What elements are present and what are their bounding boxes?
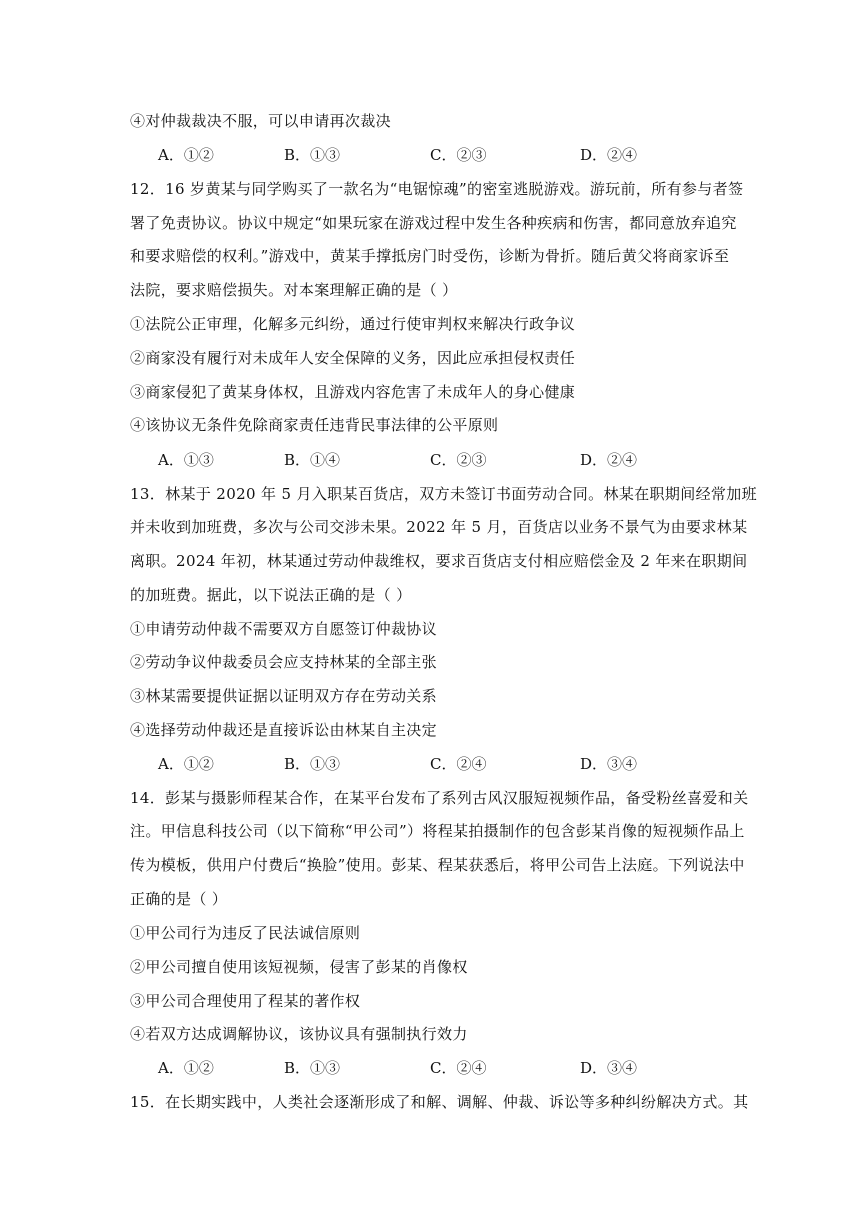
- q12-stem-line-4: 法院，要求赔偿损失。对本案理解正确的是（ ）: [130, 281, 458, 299]
- q12-option-c: C．②③: [430, 451, 487, 469]
- q12-option-a: A．①③: [158, 451, 214, 469]
- q12-item-2: ②商家没有履行对未成年人安全保障的义务，因此应承担侵权责任: [130, 349, 576, 367]
- q14-option-d: D．③④: [580, 1059, 638, 1077]
- q12-stem-line-3: 和要求赔偿的权利。”游戏中，黄某手撑抵房门时受伤，诊断为骨折。随后黄父将商家诉至: [130, 247, 730, 265]
- q13-option-a: A．①②: [158, 755, 214, 773]
- q13-option-c: C．②④: [430, 755, 487, 773]
- q12-item-1: ①法院公正审理，化解多元纠纷，通过行使审判权来解决行政争议: [130, 315, 576, 333]
- q12-item-3: ③商家侵犯了黄某身体权，且游戏内容危害了未成年人的身心健康: [130, 383, 576, 401]
- q13-options: [158, 754, 678, 774]
- q13-item-1: ①申请劳动仲裁不需要双方自愿签订仲裁协议: [130, 620, 438, 638]
- q13-item-4: ④选择劳动仲裁还是直接诉讼由林某自主决定: [130, 721, 438, 739]
- q14-option-a: A．①②: [158, 1059, 214, 1077]
- q11-option-d: D．②④: [580, 146, 638, 164]
- q12-stem-line-1: 12．16 岁黄某与同学购买了一款名为“电锯惊魂”的密室逃脱游戏。游玩前，所有参与者签: [130, 180, 744, 198]
- q14-option-b: B．①③: [284, 1059, 341, 1077]
- q12-option-d: D．②④: [580, 451, 638, 469]
- q14-stem-line-3: 传为模板，供用户付费后“换脸”使用。彭某、程某获悉后，将甲公司告上法庭。下列说法中: [130, 856, 745, 874]
- q11-option-c: C．②③: [430, 146, 487, 164]
- q11-option-a: A．①②: [158, 146, 214, 164]
- q12-item-4: ④该协议无条件免除商家责任违背民事法律的公平原则: [130, 416, 499, 434]
- q14-item-1: ①甲公司行为违反了民法诚信原则: [130, 924, 361, 942]
- q13-option-b: B．①③: [284, 755, 341, 773]
- q12-options: [158, 450, 678, 470]
- q13-stem-line-3: 离职。2024 年初，林某通过劳动仲裁维权，要求百货店支付相应赔偿金及 2 年来在职期间: [130, 552, 748, 570]
- q15-stem-line-1: 15．在长期实践中，人类社会逐渐形成了和解、调解、仲裁、诉讼等多种纠纷解决方式。其: [130, 1093, 749, 1111]
- q14-item-2: ②甲公司擅自使用该短视频，侵害了彭某的肖像权: [130, 958, 468, 976]
- q11-options: [158, 145, 678, 165]
- q14-options: [158, 1058, 678, 1078]
- q11-item-4: ④对仲裁裁决不服，可以申请再次裁决: [130, 112, 391, 130]
- q14-item-4: ④若双方达成调解协议，该协议具有强制执行效力: [130, 1025, 468, 1043]
- q14-stem-line-4: 正确的是（ ）: [130, 890, 228, 908]
- q13-option-d: D．③④: [580, 755, 638, 773]
- q14-stem-line-2: 注。甲信息科技公司（以下简称“甲公司”）将程某拍摄制作的包含彭某肖像的短视频作品上: [130, 822, 745, 840]
- q12-stem-line-2: 署了免责协议。协议中规定“如果玩家在游戏过程中发生各种疾病和伤害，都同意放弃追究: [130, 214, 737, 232]
- q13-stem-line-2: 并未收到加班费，多次与公司交涉未果。2022 年 5 月，百货店以业务不景气为由要求林某: [130, 518, 748, 536]
- q13-item-3: ③林某需要提供证据以证明双方存在劳动关系: [130, 687, 438, 705]
- q14-stem-line-1: 14．彭某与摄影师程某合作，在某平台发布了系列古风汉服短视频作品，备受粉丝喜爱和关: [130, 789, 749, 807]
- q11-option-b: B．①③: [284, 146, 341, 164]
- q12-option-b: B．①④: [284, 451, 341, 469]
- q13-item-2: ②劳动争议仲裁委员会应支持林某的全部主张: [130, 653, 438, 671]
- q14-item-3: ③甲公司合理使用了程某的著作权: [130, 992, 361, 1010]
- q14-option-c: C．②④: [430, 1059, 487, 1077]
- q13-stem-line-1: 13．林某于 2020 年 5 月入职某百货店，双方未签订书面劳动合同。林某在职期间经常加班: [130, 485, 757, 503]
- q13-stem-line-4: 的加班费。据此，以下说法正确的是（ ）: [130, 586, 412, 604]
